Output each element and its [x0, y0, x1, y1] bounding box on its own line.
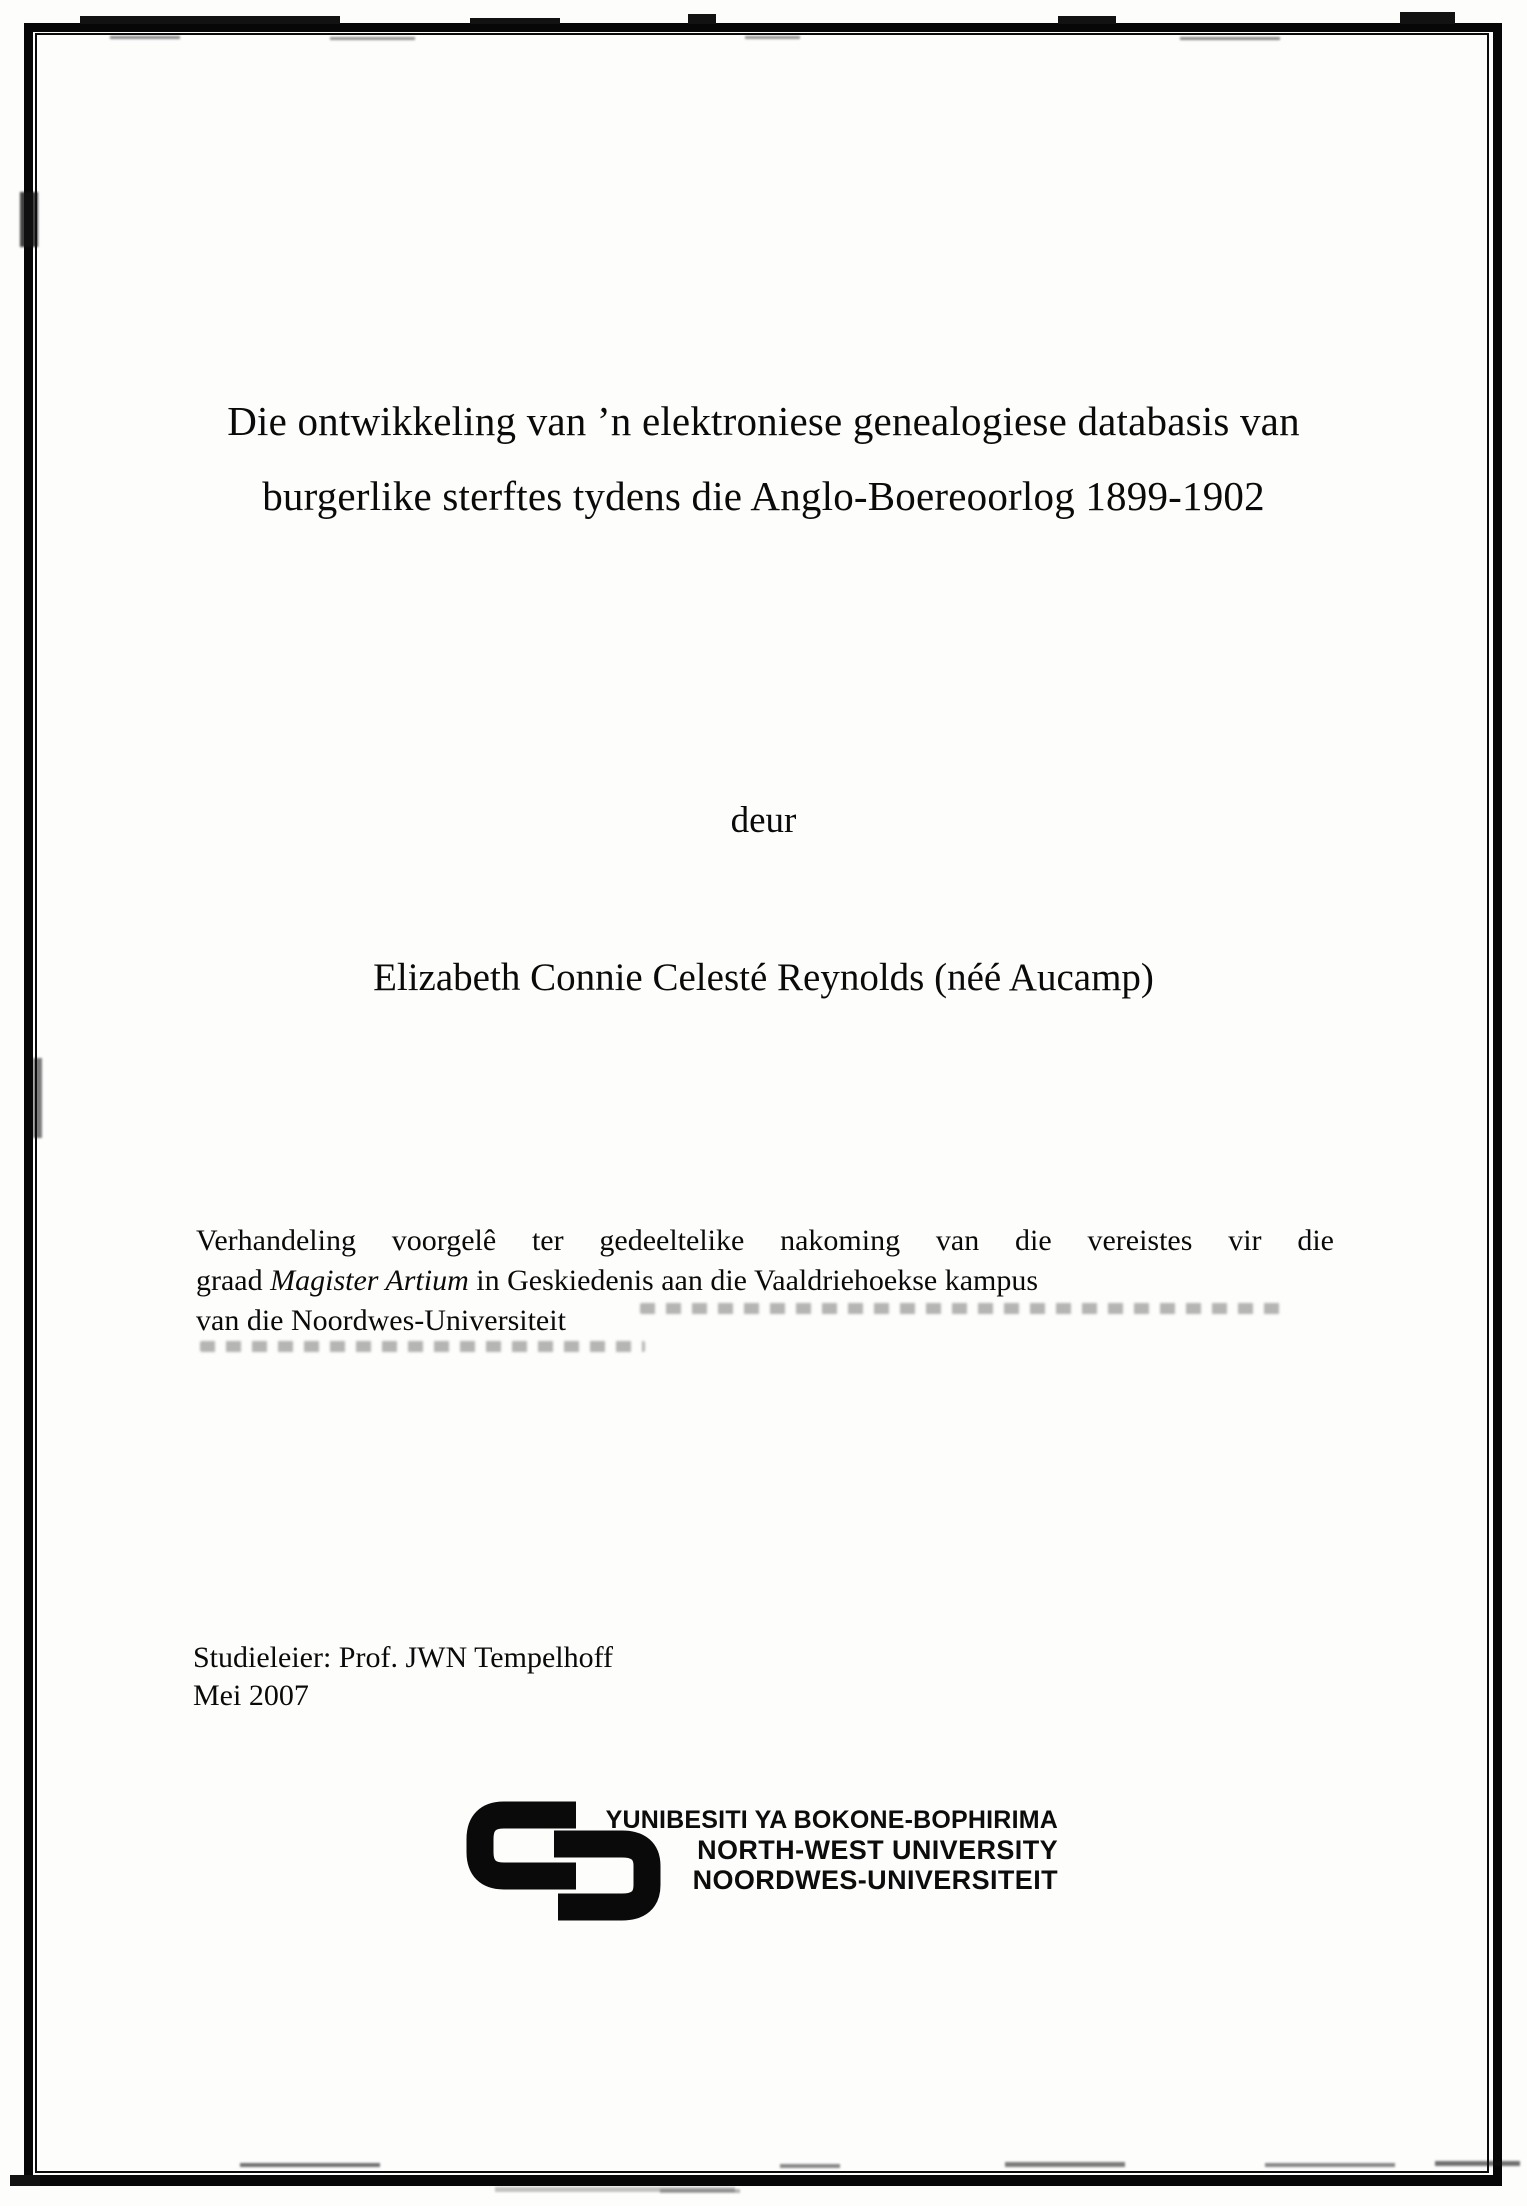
statement-line-2-pre: graad	[196, 1264, 271, 1297]
logo-line-afrikaans: NOORDWES-UNIVERSITEIT	[692, 1865, 1058, 1895]
supervisor-block	[193, 1639, 613, 1715]
statement-line-2-post: in Geskiedenis aan die Vaaldriehoekse kampus	[468, 1264, 1039, 1297]
logo-text	[585, 1805, 1058, 1895]
thesis-title	[80, 384, 1447, 534]
scan-artifact	[688, 14, 716, 24]
scan-artifact	[1005, 2162, 1125, 2167]
scan-artifact	[470, 18, 560, 24]
scan-artifact	[780, 2164, 840, 2168]
scan-artifact	[660, 2189, 740, 2193]
author-name: Elizabeth Connie Celesté Reynolds (néé Aucamp)	[373, 956, 1154, 999]
scan-artifact	[33, 1058, 42, 1138]
degree-statement	[196, 1221, 1334, 1341]
scan-artifact	[330, 37, 415, 40]
magister-artium-italic: Magister Artium	[270, 1264, 469, 1297]
scan-artifact	[1400, 12, 1455, 24]
scan-artifact	[10, 2175, 40, 2186]
scan-artifact	[1058, 16, 1116, 24]
byline-text: deur	[730, 800, 797, 841]
scan-artifact	[745, 36, 800, 39]
statement-line-1: Verhandeling voorgelê ter gedeeltelike nakoming van die vereistes vir die	[196, 1224, 1334, 1257]
statement-line-3: van die Noordwes-Universiteit	[196, 1304, 566, 1337]
bleedthrough-smudge	[640, 1303, 1290, 1314]
logo-line-setswana: YUNIBESITI YA BOKONE-BOPHIRIMA	[605, 1806, 1058, 1834]
scan-artifact	[1180, 37, 1280, 40]
scan-artifact	[20, 192, 38, 247]
bleedthrough-smudge	[200, 1341, 645, 1352]
supervisor-line: Studieleier: Prof. JWN Tempelhoff	[193, 1641, 614, 1674]
title-line-2: burgerlike sterftes tydens die Anglo-Boereoorlog 1899-1902	[262, 473, 1265, 519]
scan-artifact	[240, 2163, 380, 2167]
logo-line-english: NORTH-WEST UNIVERSITY	[697, 1835, 1058, 1865]
statement-line-2	[196, 1261, 1334, 1301]
scan-artifact	[1265, 2163, 1395, 2167]
scan-artifact	[1435, 2161, 1520, 2166]
date-line: Mei 2007	[193, 1679, 309, 1712]
title-line-1: Die ontwikkeling van ’n elektroniese genealogiese databasis van	[227, 398, 1300, 444]
scan-artifact	[80, 16, 340, 24]
scan-artifact	[110, 36, 180, 39]
